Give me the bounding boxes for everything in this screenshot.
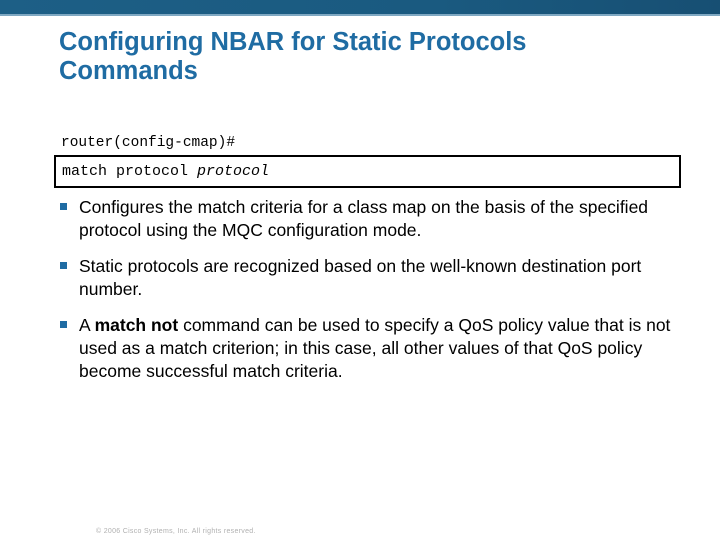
bullet-list — [59, 196, 679, 396]
command-argument: protocol — [197, 163, 270, 180]
bullet-item — [59, 314, 679, 383]
command-keywords: match protocol — [62, 163, 198, 180]
command-syntax — [62, 163, 269, 180]
top-banner-divider — [0, 14, 720, 16]
square-bullet-icon — [60, 203, 67, 210]
bullet-prefix: A — [79, 315, 95, 335]
square-bullet-icon — [60, 321, 67, 328]
bullet-text: Configures the match criteria for a class map on the basis of the specified protocol using the MQC configuration mode. — [79, 197, 649, 240]
square-bullet-icon — [60, 262, 67, 269]
bullet-item — [59, 196, 679, 242]
copyright-footer: © 2006 Cisco Systems, Inc. All rights reserved. — [96, 528, 256, 535]
slide-title-line-1: Configuring NBAR for Static Protocols — [59, 28, 527, 56]
cli-prompt: router(config-cmap)# — [61, 135, 236, 151]
bullet-item — [59, 255, 679, 301]
bullet-text: Static protocols are recognized based on the well-known destination port number. — [79, 256, 642, 299]
bullet-bold-command: match not — [94, 315, 179, 335]
command-syntax-box — [54, 155, 681, 188]
slide-title — [59, 28, 679, 86]
top-banner — [0, 0, 720, 14]
slide-title-line-2: Commands — [59, 57, 198, 85]
bullet-text: command can be used to specify a QoS policy value that is not used as a match criterion; in this case, all other values of that QoS policy become successful match criteria. — [79, 315, 671, 381]
